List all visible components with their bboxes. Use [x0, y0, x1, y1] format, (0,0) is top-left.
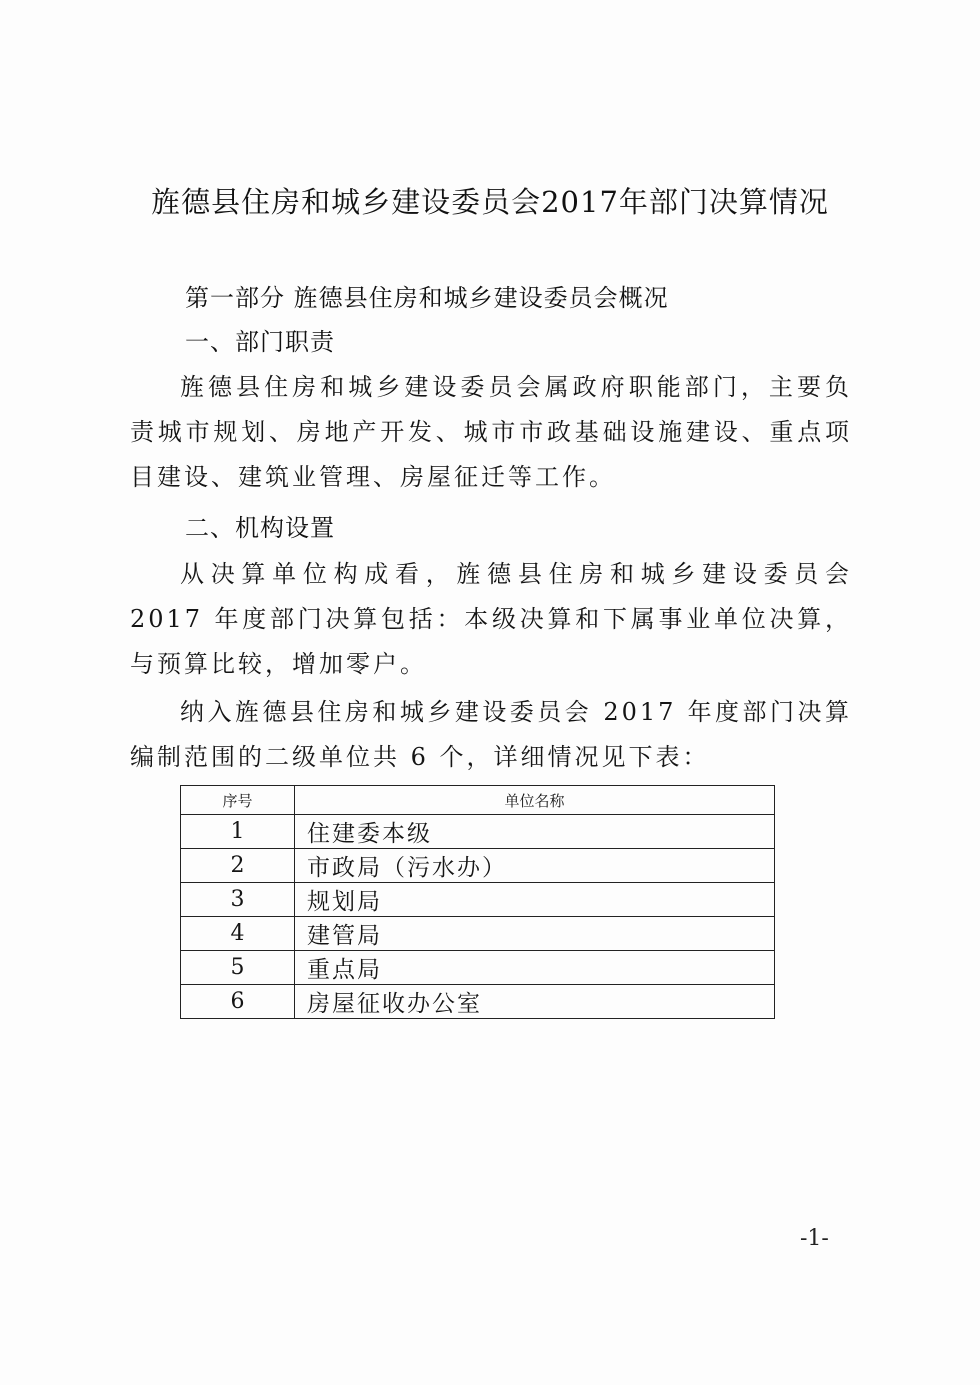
row-index: 1	[181, 815, 295, 849]
row-index: 4	[181, 917, 295, 951]
header-index: 序号	[181, 786, 295, 815]
table-header-row	[181, 786, 775, 815]
row-index: 2	[181, 849, 295, 883]
header-unit-name: 单位名称	[295, 786, 775, 815]
row-unit-name: 房屋征收办公室	[295, 985, 775, 1019]
page-number: -1-	[800, 1226, 829, 1251]
table-row	[181, 815, 775, 849]
table-row	[181, 951, 775, 985]
scope-paragraph: 纳入旌德县住房和城乡建设委员会 2017 年度部门决算编制范围的二级单位共 6 个，详细情况见下表：	[130, 698, 852, 771]
row-unit-name: 住建委本级	[295, 815, 775, 849]
table-row	[181, 917, 775, 951]
section-heading-duties: 一、部门职责	[185, 328, 335, 356]
duties-paragraph: 旌德县住房和城乡建设委员会属政府职能部门，主要负责城市规划、房地产开发、城市市政基础设施建设、重点项目建设、建筑业管理、房屋征迁等工作。	[130, 373, 852, 491]
row-index: 3	[181, 883, 295, 917]
row-unit-name: 建管局	[295, 917, 775, 951]
organization-paragraph: 从决算单位构成看，旌德县住房和城乡建设委员会 2017 年度部门决算包括：本级决算和下属事业单位决算，与预算比较，增加零户。	[130, 560, 852, 678]
part-heading: 第一部分 旌德县住房和城乡建设委员会概况	[185, 284, 669, 312]
row-unit-name: 市政局（污水办）	[295, 849, 775, 883]
table-row	[181, 985, 775, 1019]
units-table	[180, 785, 775, 1019]
section-heading-organization: 二、机构设置	[185, 514, 335, 542]
document-title: 旌德县住房和城乡建设委员会2017年部门决算情况	[151, 185, 829, 219]
table-row	[181, 883, 775, 917]
row-unit-name: 规划局	[295, 883, 775, 917]
row-index: 6	[181, 985, 295, 1019]
table-row	[181, 849, 775, 883]
row-index: 5	[181, 951, 295, 985]
row-unit-name: 重点局	[295, 951, 775, 985]
